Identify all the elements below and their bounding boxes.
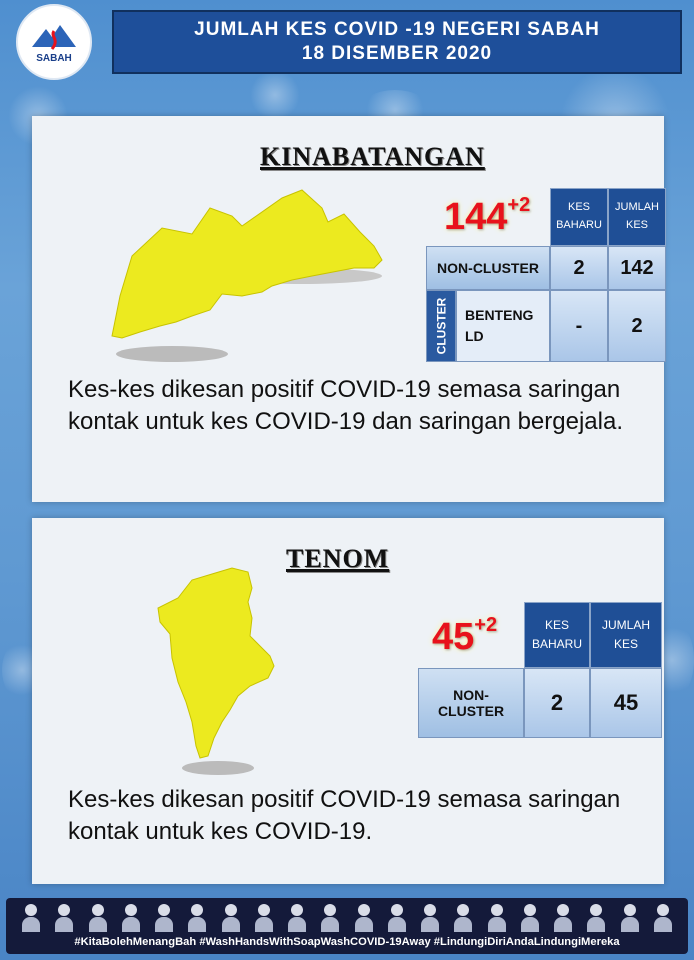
frontliner-figures — [20, 902, 674, 932]
district-title-tenom: TENOM — [286, 544, 390, 573]
person-icon — [53, 902, 75, 932]
person-icon — [519, 902, 541, 932]
person-icon — [585, 902, 607, 932]
header-date: 18 DISEMBER 2020 — [301, 43, 493, 64]
hashtags: #KitaBolehMenangBah #WashHandsWithSoapWashCOVID-19Away #LindungiDiriAndaLindungiMereka — [74, 936, 620, 948]
non-cluster-total-cases: 142 — [608, 246, 666, 290]
total-value: 144 — [444, 196, 508, 238]
non-cluster-new-cases: 2 — [524, 668, 590, 738]
person-icon — [319, 902, 341, 932]
person-icon — [286, 902, 308, 932]
district-title-kinabatangan: KINABATANGAN — [260, 142, 485, 171]
kinabatangan-description: Kes-kes dikesan positif COVID-19 semasa saringan kontak untuk kes COVID-19 dan saringan bergejala. — [68, 376, 623, 436]
person-icon — [353, 902, 375, 932]
person-icon — [153, 902, 175, 932]
col-header-kes-baharu: KES BAHARU — [550, 188, 608, 246]
total-value: 45 — [432, 616, 475, 658]
row-label-non-cluster: NON-CLUSTER — [426, 246, 550, 290]
tenom-map — [152, 562, 282, 782]
col-header-kes-baharu: KES BAHARU — [524, 602, 590, 668]
cluster-label-text: CLUSTER — [434, 297, 449, 355]
row-label-non-cluster: NON-CLUSTER — [418, 668, 524, 738]
col-header-jumlah-kes: JUMLAH KES — [590, 602, 662, 668]
person-icon — [419, 902, 441, 932]
person-icon — [253, 902, 275, 932]
person-icon — [486, 902, 508, 932]
header-title: JUMLAH KES COVID -19 NEGERI SABAH — [194, 19, 600, 40]
tenom-description: Kes-kes dikesan positif COVID-19 semasa saringan kontak untuk kes COVID-19. — [68, 786, 621, 846]
sabah-logo — [16, 4, 92, 80]
person-icon — [552, 902, 574, 932]
person-icon — [186, 902, 208, 932]
kinabatangan-map — [92, 186, 392, 371]
logo-text: SABAH — [36, 52, 72, 64]
person-icon — [87, 902, 109, 932]
kinabatangan-total — [444, 196, 530, 239]
footer-banner — [6, 898, 688, 954]
increase-value: +2 — [507, 194, 531, 217]
person-icon — [120, 902, 142, 932]
person-icon — [386, 902, 408, 932]
mountain-logo-icon — [30, 21, 78, 51]
col-header-jumlah-kes: JUMLAH KES — [608, 188, 666, 246]
cluster-name: BENTENG LD — [456, 290, 550, 362]
row-label-cluster — [426, 290, 456, 362]
page-header — [112, 10, 682, 74]
cluster-total-cases: 2 — [608, 290, 666, 362]
increase-value: +2 — [474, 614, 498, 637]
cluster-new-cases: - — [550, 290, 608, 362]
non-cluster-new-cases: 2 — [550, 246, 608, 290]
person-icon — [652, 902, 674, 932]
person-icon — [452, 902, 474, 932]
kinabatangan-panel — [32, 116, 664, 502]
tenom-panel — [32, 518, 664, 884]
person-icon — [20, 902, 42, 932]
background-virus-decoration — [250, 70, 300, 120]
tenom-total — [432, 616, 497, 659]
person-icon — [619, 902, 641, 932]
person-icon — [220, 902, 242, 932]
non-cluster-total-cases: 45 — [590, 668, 662, 738]
